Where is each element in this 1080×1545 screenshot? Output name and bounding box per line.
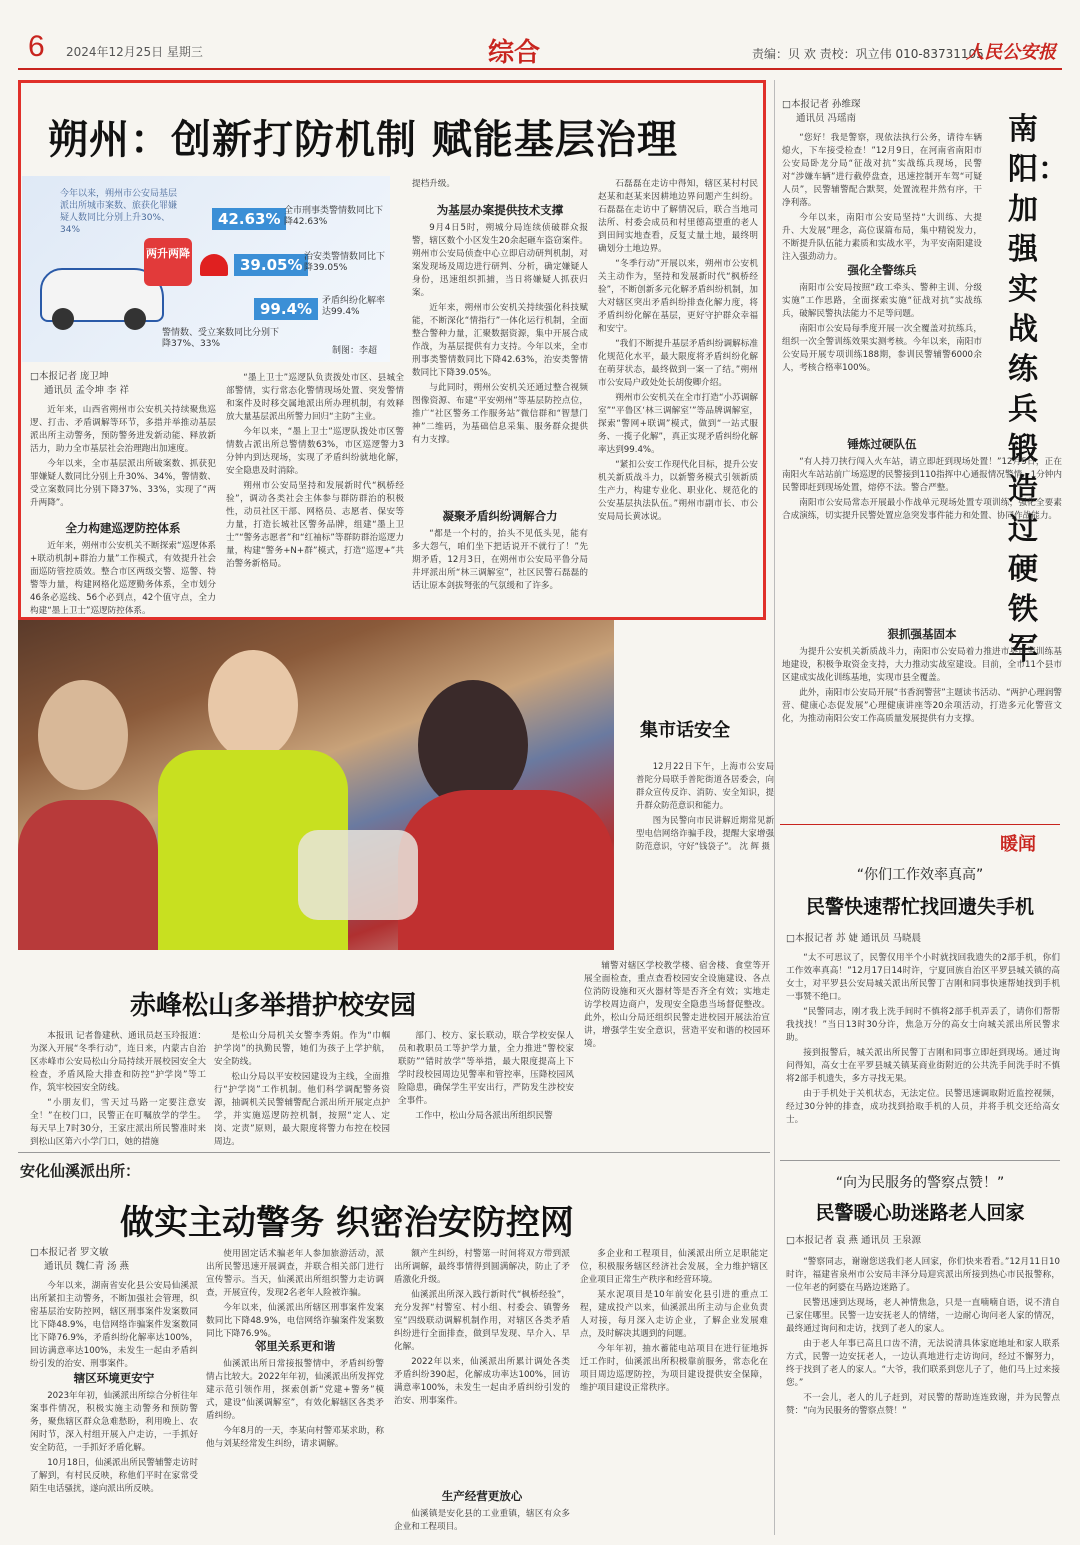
chifeng-col2: [214, 1030, 390, 1146]
paragraph: 2023年年初，仙溪派出所综合分析往年案事件情况，积极实施主动警务和预防警务，聚焦辖区群众急难愁盼，利用晚上、农闲时节，深入村组开展入户走访，一手抓好安全防范，一手抓好矛盾化解。: [30, 1391, 198, 1453]
divider: [780, 1160, 1060, 1161]
police-officer-face: [208, 650, 298, 760]
stat-value: 99.4%: [254, 298, 318, 320]
anhua-col4: [580, 1248, 768, 1536]
paragraph: “墨上卫士”巡逻队负责拨处市区、县城全部警情，实行常态化警情现场处置、突发警情和案件及时移交属地派出所办理机制，有效释放大量基层派出所警力回归“主防”主业。: [226, 373, 404, 422]
paragraph: 此外，南阳市公安局开展“书香润警营”主题读书活动、“两护心理润警营、健康心态促发展”心理健康讲座等20余项活动，打造多元化警营文化，为推动南阳公安工作高质量发展提供有力支撑。: [782, 688, 1062, 724]
anhua-col2: [206, 1248, 384, 1339]
paragraph: 今年以来，仙溪派出所辖区刑事案件发案数同比下降48.9%，电信网络诈骗案件发案数同比下降76.9%。: [206, 1303, 384, 1339]
nanyang-subhead-1: 强化全警练兵: [847, 263, 917, 277]
paragraph: 今年以来，全市基层派出所破案数、抓获犯罪嫌疑人数同比分别上升30%、34%，警情数、受立案数同比分别下降37%、33%，实现了“两升两降”。: [30, 459, 216, 508]
nuanwen-kicker-1: “你们工作效率真高”: [856, 867, 984, 883]
paragraph: “都是一个村的，抬头不见低头见，能有多大怨气，咱们坐下把话说开不就行了！”先期矛盾，12月3日，在朔州市公安局平鲁分局井坪派出所“林三调解室”，社区民警石磊磊的话让原本剑拔弩张的气氛缓和了许多。: [412, 529, 588, 591]
anhua-subhead-1: 辖区环境更安宁: [73, 1371, 155, 1385]
paragraph: 仙溪镇是安化县的工业重镇，辖区有众多企业和工程项目。: [394, 1509, 570, 1532]
paragraph: 朔州市公安局坚持和发展新时代“枫桥经验”，调动各类社会主体参与群防群治的积极性，动员社区干部、网格员、志愿者、保安等力量，打造长城社区警务品牌，组建“墨上卫士”“警务志愿者”和“红袖标”等群防群治巡逻力量，构建“警务+N+群”模式，打造“巡逻+”共治警务新格局。: [226, 481, 404, 569]
paragraph: 12月22日下午，上海市公安局普陀分局联手普陀街道各居委会，向群众宣传反诈、消防、安全知识，提升群众防范意识和能力。: [636, 761, 774, 810]
column-rule: [774, 80, 775, 1535]
paragraph: 南阳市公安局每季度开展一次全覆盖对抗练兵，组织一次全警训练效果实测考核。今年以来，南阳市公安局开展专项训练188期，参训民警辅警6000余人，考核合格率100%。: [782, 324, 982, 373]
infographic-intro: 今年以来，朔州市公安局基层派出所城市案数、旅获化罪嫌疑人数同比分别上升30%、34%: [60, 189, 178, 235]
car-wheel-icon: [124, 308, 146, 330]
shuozhou-col3-head: [412, 178, 588, 196]
shuozhou-headline: 朔州：创新打防机制 赋能基层治理: [48, 116, 678, 163]
anhua-kicker: 安化仙溪派出所：: [20, 1162, 141, 1180]
paragraph: “冬季行动”开展以来，朔州市公安机关主动作为，坚持和发展新时代“枫桥经验”，不断创新多元化解矛盾纠纷机制，加大对辖区突出矛盾纠纷排查化解力度，将矛盾纠纷化解在基层，更好守护群众幸福和安宁。: [598, 259, 758, 334]
paragraph: “您好！我是警察，现依法执行公务，请待车辆熄火，下车接受检查！”12月9日，在河南省南阳市公安局卧龙分局“征战对抗”实战练兵现场，民警对“涉嫌车辆”进行截停盘查，迅速控制开车驾“可疑人员”，民警辅警配合默契，处置流程井然有序，干净利落。: [782, 133, 982, 208]
paragraph: 部门、校方、家长联动，联合学校安保人员和教职员工等护学力量，全力推进“警校家联防”“错时放学”等举措，最大限度提高上下学时段校园周边见警率和管控率，压降校园风险隐患，确保学生平安出行，严防发生涉校安全事件。: [398, 1031, 574, 1106]
section-title: 综合: [488, 38, 541, 68]
paragraph: “警察同志，谢谢您送我们老人回家，你们快来看看。”12月11日10时许，福建省泉州市公安局丰泽分局迎宾派出所接到热心市民报警称，一位年老的阿婆在马路边迷路了。: [786, 1257, 1060, 1293]
chifeng-col1: [30, 1030, 206, 1146]
paragraph: 仙溪派出所深入践行新时代“枫桥经验”，充分发挥“村警室、村小组、村委会、镇警务室”四级联动调解机制作用，对辖区各类矛盾纠纷进行全面排查，做到早发现、早介入、早化解。: [394, 1290, 570, 1352]
paragraph: 南阳市公安局常态开展最小作战单元现场处置专项训练，强化全要素合成演练，切实提升民警处置应急突发事件能力和处置、协同作战能力。: [782, 498, 1062, 521]
paragraph: 朔州市公安机关在全市打造“小苏调解室”“平鲁区‘林三调解室’”等品牌调解室，探索“警网+联调”模式，做到“一站式服务、一揽子化解”，真正实现矛盾纠纷化解率达到99.4%。: [598, 393, 758, 455]
photo-credit: 图为民警向市民讲解近期常见新型电信网络诈骗手段，提醒大家增强防范意识，守好“钱袋子”。 沈 辉 摄: [636, 815, 774, 851]
paragraph: “我们不断提升基层矛盾纠纷调解标准化规范化水平，最大限度将矛盾纠纷化解在萌芽状态，最终做到一案一了结。”朔州市公安局户政处处长胡俊卿介绍。: [598, 339, 758, 388]
two-up-two-down-badge: 两升两降: [144, 238, 192, 286]
anhua-subhead-2: 邻里关系更和谐: [254, 1339, 336, 1353]
divider: [18, 1152, 770, 1153]
chifeng-headline: 赤峰松山多举措护校安园: [130, 991, 417, 1021]
nanyang-byline: [782, 98, 861, 126]
chifeng-col4: [584, 960, 770, 1146]
shuozhou-byline: [30, 370, 129, 398]
paragraph: “紧扣公安工作现代化目标，提升公安机关新质战斗力，以新警务模式引领新质生产力，构建专业化、职业化、规范化的公安基层执法队伍。”朔州市副市长、市公安局局长黄冰说。: [598, 460, 758, 522]
nanyang-section-1: [782, 282, 982, 422]
anhua-byline: [30, 1246, 129, 1274]
anhua-col1b: [30, 1390, 198, 1536]
paragraph: 多企业和工程项目，仙溪派出所立足职能定位，积极服务辖区经济社会发展，全力维护辖区企业项目正常生产秩序和经营环境。: [580, 1249, 768, 1285]
newspaper-logo: 人民公安报: [966, 42, 1056, 63]
car-wheel-icon: [52, 308, 74, 330]
byline-line: □本报记者 庞卫坤: [30, 371, 109, 382]
paragraph: 今年以来，南阳市公安局坚持“大训练、大提升、大发展”理念，高位谋篇布局，集中精锐发力，不断提升队伍能力素质和实战水平，为平安南阳建设注入强劲动力。: [782, 213, 982, 262]
paragraph: 本报讯 记者鲁建秋、通讯员赵玉玲报道：为深入开展“冬季行动”，连日来，内蒙古自治区赤峰市公安局松山分局持续开展校园安全大检查，矛盾风险大排查和防控“护学岗”等工作，筑牢校园安全防线。: [30, 1031, 206, 1093]
paragraph: 10月18日，仙溪派出所民警辅警走访时了解到，有村民反映，称他们平时在家常受陌生电话骚扰，遂向派出所反映。: [30, 1458, 198, 1494]
paragraph: 接到报警后，城关派出所民警丁吉刚和同事立即赶到现场。通过询问得知，高女士在平罗县城关镇某商业街附近的公共洗手间洗手时不慎将2部手机遗失，多方寻找无果。: [786, 1048, 1060, 1084]
siren-icon: [200, 254, 228, 276]
shuozhou-col1: [30, 404, 216, 516]
shuozhou-subhead-3: 凝聚矛盾纠纷调解合力: [442, 509, 558, 523]
nuanwen-byline-2: □本报记者 袁 燕 通讯员 王泉源: [786, 1235, 922, 1246]
anhua-subhead-3: 生产经营更放心: [441, 1489, 523, 1503]
byline-line: □本报记者 孙维琛: [782, 99, 861, 110]
paragraph: 南阳市公安局按照“政工牵头、警种主训、分级实施”工作思路，全面探索实施“征战对抗”实战练兵，破解民警执法能力不足等问题。: [782, 283, 982, 319]
paragraph: 9月4日5时，朔城分局连续侦破群众报警，辖区数个小区发生20余起砸车盗窃案件。朔州市公安局侦查中心立即启动研判机制，对案发现场及周边进行研判、分析，确定嫌疑人身份，迅速组织抓捕，当日将嫌疑人抓获归案。: [412, 223, 588, 298]
byline-line: 通讯员 孟令坤 李 祥: [44, 385, 130, 396]
page-number: 6: [28, 30, 45, 63]
byline-line: 通讯员 魏仁青 汤 燕: [44, 1261, 130, 1272]
jishi-caption: [636, 760, 774, 950]
anhua-col3b: [394, 1508, 570, 1536]
shuozhou-infographic: [22, 176, 390, 362]
nanyang-intro: [782, 132, 982, 262]
paragraph: 使用固定话术骗老年人参加旅游活动，派出所民警迅速开展调查，并联合相关部门进行宣传警示。当天，仙溪派出所组织警力走访调查，开展宣传，发现2名老年人险被诈骗。: [206, 1249, 384, 1298]
nuanwen-story-1: [786, 952, 1060, 1156]
paragraph: 松山分局以平安校园建设为主线，全面推行“护学岗”工作机制。他们科学调配警务资源，抽调机关民警辅警配合派出所开展定点护学，并实施巡逻防控机制，按照“定人、定岗、定责”原则，最大限度将警力布控在校园周边。: [214, 1072, 390, 1147]
paragraph: 今年以来，湖南省安化县公安局仙溪派出所紧扣主动警务，不断加强社会管理，织密基层治安防控网，辖区刑事案件发案数同比下降48.9%，电信网络诈骗案件发案数同比下降76.9%，矛盾纠纷化解率达100%，回访满意率达100%，未发生一起由矛盾纠纷引发的治安、刑事案件。: [30, 1281, 198, 1369]
stat-value: 42.63%: [212, 208, 286, 230]
citizen-face: [38, 680, 128, 790]
paragraph: “有人持刀挟行闯入火车站，请立即赶到现场处置！”12月5日，正在南阳火车站站前广场巡逻的民警接到110指挥中心通报情况警情，1分钟内民警即赶到现场处置，熔停不法。警合严整。: [782, 457, 1062, 493]
shuozhou-subhead-1: 全力构建巡逻防控体系: [65, 521, 181, 535]
anhua-col3: [394, 1248, 570, 1478]
shuozhou-col4: [598, 178, 758, 612]
paragraph: 今年8月的一天，李某向村警邓某求助，称他与刘某经常发生纠纷，请求调解。: [206, 1426, 384, 1449]
paragraph: 由于手机处于关机状态，无法定位。民警迅速调取附近监控视频，经过30分钟的排查，成功找到拾取手机的人员，并将手机交还给高女士。: [786, 1089, 1060, 1125]
shuozhou-col1b: [30, 540, 216, 616]
paragraph: 不一会儿，老人的儿子赶到，对民警的帮助连连致谢，并为民警点赞：“向为民服务的警察点赞！”: [786, 1393, 1060, 1416]
paragraph: 今年年初，抽水蓄能电站项目在进行征地拆迁工作时，仙溪派出所积极靠前服务，常态化在项目周边巡逻防控，为项目建设提供安全保障，维护项目建设正常秩序。: [580, 1344, 768, 1393]
paragraph: 与此同时，朔州公安机关还通过整合视频图像资源、布建“平安朔州”等基层防控点位，推广“社区警务工作服务站”微信群和“智慧门神”二维码，为基础信息采集、服务群众提供有力支撑。: [412, 383, 588, 445]
masthead-rule: [18, 68, 1062, 70]
shuozhou-subhead-2: 为基层办案提供技术支撑: [436, 203, 564, 217]
nuanwen-rule: [780, 824, 1060, 825]
paragraph: 近年来，朔州市公安机关不断探索“巡逻体系+联动机制+群治力量”工作模式，有效提升社会面巡防管控质效。整合市区两级交警、巡警、特警等力量，构建网格化巡逻勤务体系，全市划分46条必巡线、56个必到点，42个值守点，全力构建“墨上卫士”巡逻防控体系。: [30, 541, 216, 616]
editor-credits: 责编：贝 欢 责校：巩立伟 010-83731105: [752, 47, 984, 61]
paragraph: 由于老人年事已高且口齿不清，无法说清具体家庭地址和家人联系方式，民警一边安抚老人，一边认真地进行走访询问，经过不懈努力，终于找到了老人的家人。“大爷，我们联系到您儿子了，他们马上过来接您。”: [786, 1339, 1060, 1388]
nanyang-section-3: [782, 646, 1062, 770]
paragraph: 民警迅速到达现场，老人神情焦急，只是一直喃喃自语，说不清自己家住哪里。民警一边安抚老人的情绪，一边耐心询问老人家的情况，最终通过询问和走访，找到了老人的家人。: [786, 1298, 1060, 1334]
infographic-bottom-text: 警情数、受立案数同比分别下降37%、33%: [162, 328, 280, 349]
issue-date: 2024年12月25日 星期三: [66, 45, 203, 59]
nuanwen-byline-1: □本报记者 苏 婕 通讯员 马晓晨: [786, 933, 922, 944]
paragraph: “小朋友们，雪天过马路一定要注意安全！”在校门口，民警正在叮嘱放学的学生。每天早上7时30分，王家庄派出所民警准时来到松山区第六小学门口，她的措施: [30, 1098, 206, 1147]
chifeng-col3: [398, 1030, 574, 1146]
woman-red-coat: [398, 790, 614, 950]
infographic-credit: 制图：李超: [332, 346, 378, 356]
anhua-col1: [30, 1280, 198, 1369]
nanyang-subhead-2: 锤炼过硬队伍: [847, 437, 917, 451]
paragraph: 工作中，松山分局各派出所组织民警: [415, 1111, 553, 1121]
stat-value: 39.05%: [234, 254, 308, 276]
nuanwen-kicker-2: “向为民服务的警察点赞！”: [835, 1175, 1005, 1191]
stat-label: 矛盾纠纷化解率达99.4%: [322, 296, 386, 317]
nanyang-headline: 南阳：加强实战练兵 锻造过硬铁军: [1008, 112, 1068, 667]
market-safety-photo: [18, 620, 614, 950]
anhua-headline: 做实主动警务 织密治安防控网: [120, 1203, 574, 1243]
paragraph: 是松山分局机关女警李秀娟。作为“巾帼护学岗”的执勤民警，她们为孩子上学护航，安全防线。: [214, 1031, 390, 1067]
paragraph: 辅警对辖区学校教学楼、宿舍楼、食堂等开展全面检查，重点查看校园安全设施建设、各点位消防设施和灭火器材等是否齐全有效；实地走访学校周边商户，发现安全隐患当场督促整改。此外，松山分局还组织民警走进校园开展法治宣讲，增强学生安全意识，营造平安和谐的校园环境。: [584, 961, 770, 1049]
shuozhou-col2: [226, 372, 404, 612]
shuozhou-col3: [412, 222, 588, 484]
anhua-col2b: [206, 1358, 384, 1536]
paragraph: 提档升级。: [412, 179, 455, 189]
paragraph: 为提升公安机关新质战斗力，南阳市公安局着力推进市县民警训练基地建设，积极争取资金支持，大力推动实战室建设。目前，全市11个县市区建成实战化训练基地，实现市县全覆盖。: [782, 647, 1062, 683]
stat-label: 治安类警情数同比下降39.05%: [304, 252, 386, 273]
shuozhou-col3b: [412, 528, 588, 612]
jishi-headline: 集市话安全: [640, 720, 730, 741]
paragraph: 石磊磊在走访中得知，辖区某村村民赵某和赵某来因耕地边界问题产生纠纷。石磊磊在走访中了解情况后，联合当地司法所、村委会成员和村里德高望重的老人到田间实地查看，反复丈量土地，最终明确划分土地边界。: [598, 179, 758, 254]
paragraph: 近年来，山西省朔州市公安机关持续聚焦巡逻、打击、矛盾调解等环节，多措并举推动基层派出所主动警务，预防警务进发新动能、释放新活力，助力全市基层社会治理跑出加速度。: [30, 405, 216, 454]
nuanwen-headline-1: 民警快速帮忙找回遗失手机: [805, 896, 1034, 918]
leaflet: [298, 830, 418, 920]
nanyang-section-2: [782, 456, 1062, 616]
stat-label: 全市刑事类警情数同比下降42.63%: [284, 206, 384, 227]
paragraph: 今年以来，“墨上卫士”巡逻队拨处市区警情数占派出所总警情数63%，市区巡逻警力3分钟内到达现场，实现了矛盾纠纷就地化解，安全隐患及时消除。: [226, 427, 404, 476]
paragraph: 额产生纠纷，村警第一时间将双方带到派出所调解，最终事情得到圆满解决，防止了矛盾激化升级。: [394, 1249, 570, 1285]
masthead: [0, 0, 1080, 72]
paragraph: 某水泥项目是10年前安化县引进的重点工程，建成投产以来，仙溪派出所主动与企业负责人对接，每月深入走访企业，了解企业发展难点，及时解决其遇到的问题。: [580, 1290, 768, 1339]
paragraph: 近年来，朔州市公安机关持续强化科技赋能，不断深化“情指行”一体化运行机制，全面整合警种力量，汇聚数据资源，集中开展合成作战，为基层提供有力支持。今年以来，全市刑事类警情数同比下降42.63%，治安类警情数同比下降39.05%。: [412, 303, 588, 378]
byline-line: 通讯员 冯瑶南: [796, 113, 857, 124]
byline-line: □本报记者 罗文敏: [30, 1247, 109, 1258]
nanyang-subhead-3: 狠抓强基固本: [887, 627, 957, 641]
paragraph: “太不可思议了，民警仅用半个小时就找回我遗失的2部手机，你们工作效率真高！”12月17日14时许，宁夏回族自治区平罗县城关镇的高女士，对平罗县公安局城关派出所民警丁吉刚和同事快速帮她找到手机一事赞不绝口。: [786, 953, 1060, 1002]
nuanwen-tag: 暖闻: [1000, 834, 1036, 855]
paragraph: 仙溪派出所日常接报警情中，矛盾纠纷警情占比较大。2022年年初，仙溪派出所发挥党建示范引领作用，探索创新“党建+警务”模式，建设“仙溪调解室”，有效化解辖区各类矛盾纠纷。: [206, 1359, 384, 1421]
citizen-coat: [18, 800, 158, 950]
paragraph: 2022年以来，仙溪派出所累计调处各类矛盾纠纷390起，化解成功率达100%，回访满意率100%，未发生一起由矛盾纠纷引发的治安、刑事案件。: [394, 1357, 570, 1406]
paragraph: “民警同志，刚才我上洗手间时不慎将2部手机弄丢了，请你们帮帮我找找！”当日13时30分许，焦急万分的高女士向城关派出所民警求助。: [786, 1007, 1060, 1043]
nuanwen-headline-2: 民警暖心助迷路老人回家: [815, 1202, 1025, 1224]
nuanwen-story-2: [786, 1256, 1060, 1536]
